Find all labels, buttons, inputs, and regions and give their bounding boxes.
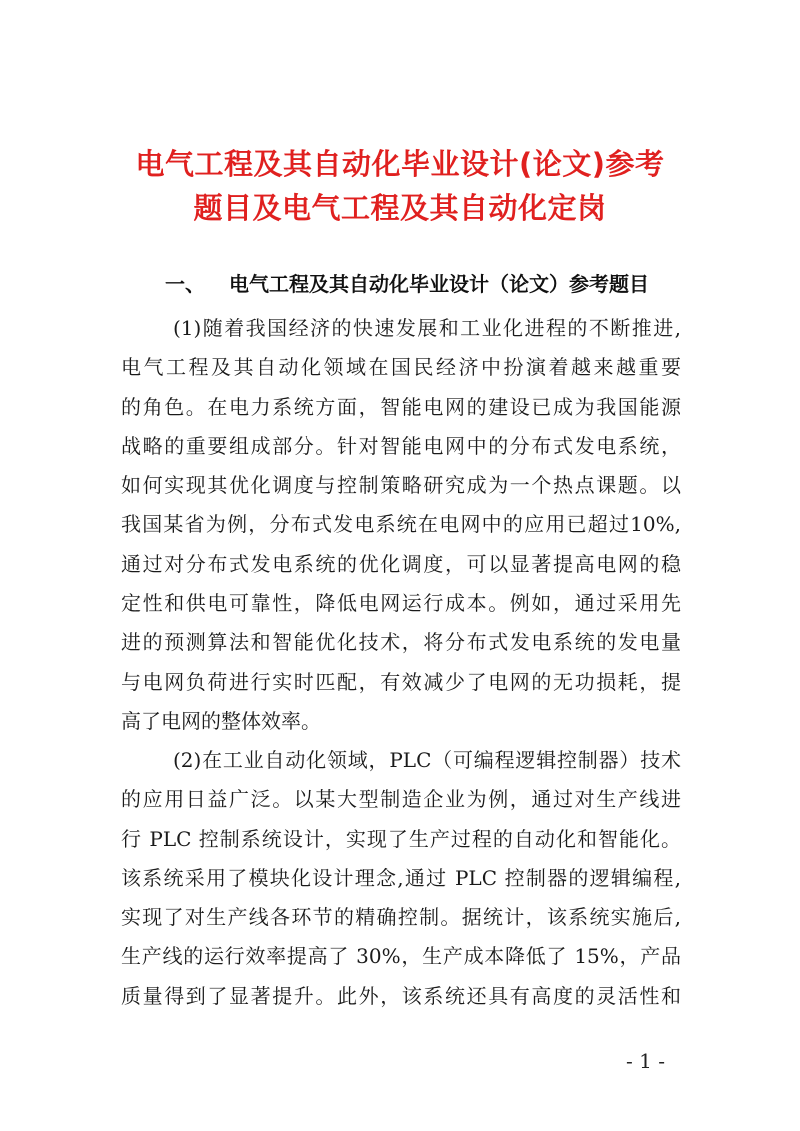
title-line-2: 题目及电气工程及其自动化定岗 — [193, 191, 607, 225]
paragraph-line: 战略的重要组成部分。针对智能电网中的分布式发电系统， — [121, 433, 681, 458]
paragraph-1 — [121, 309, 681, 741]
paragraph-line: 如何实现其优化调度与控制策略研究成为一个热点课题。以 — [121, 473, 681, 498]
document-title — [100, 142, 700, 230]
paragraph-line: 该系统采用了模块化设计理念,通过 PLC 控制器的逻辑编程, — [121, 865, 681, 890]
paragraph-line: 与电网负荷进行实时匹配，有效减少了电网的无功损耗，提 — [121, 669, 681, 694]
paragraph-line: (2)在工业自动化领域，PLC（可编程逻辑控制器）技术 — [173, 748, 681, 772]
paragraph-line: 定性和供电可靠性，降低电网运行成本。例如，通过采用先 — [121, 591, 681, 616]
paragraph-line: 质量得到了显著提升。此外，该系统还具有高度的灵活性和 — [121, 983, 681, 1008]
paragraph-line: 的应用日益广泛。以某大型制造企业为例，通过对生产线进 — [121, 787, 681, 812]
paragraph-line: 进的预测算法和智能优化技术，将分布式发电系统的发电量 — [121, 630, 681, 655]
paragraph-2 — [121, 741, 681, 1016]
page-number: - 1 - — [626, 1049, 665, 1073]
section-heading — [165, 266, 649, 302]
paragraph-line: (1)随着我国经济的快速发展和工业化进程的不断推进, — [173, 316, 681, 340]
title-line-1: 电气工程及其自动化毕业设计(论文)参考 — [135, 147, 665, 181]
paragraph-line: 我国某省为例，分布式发电系统在电网中的应用已超过10%, — [121, 512, 681, 537]
paragraph-line: 的角色。在电力系统方面，智能电网的建设已成为我国能源 — [121, 394, 681, 419]
paragraph-line: 高了电网的整体效率。 — [121, 708, 321, 733]
paragraph-line: 行 PLC 控制系统设计，实现了生产过程的自动化和智能化。 — [121, 826, 681, 851]
paragraph-line: 生产线的运行效率提高了 30%，生产成本降低了 15%，产品 — [121, 944, 681, 969]
paragraph-line: 电气工程及其自动化领域在国民经济中扮演着越来越重要 — [121, 355, 681, 380]
section-heading-text: 电气工程及其自动化毕业设计（论文）参考题目 — [229, 272, 649, 296]
section-heading-number: 一、 — [165, 272, 205, 296]
paragraph-line: 通过对分布式发电系统的优化调度，可以显著提高电网的稳 — [121, 551, 681, 576]
paragraph-line: 实现了对生产线各环节的精确控制。据统计，该系统实施后, — [121, 905, 681, 930]
